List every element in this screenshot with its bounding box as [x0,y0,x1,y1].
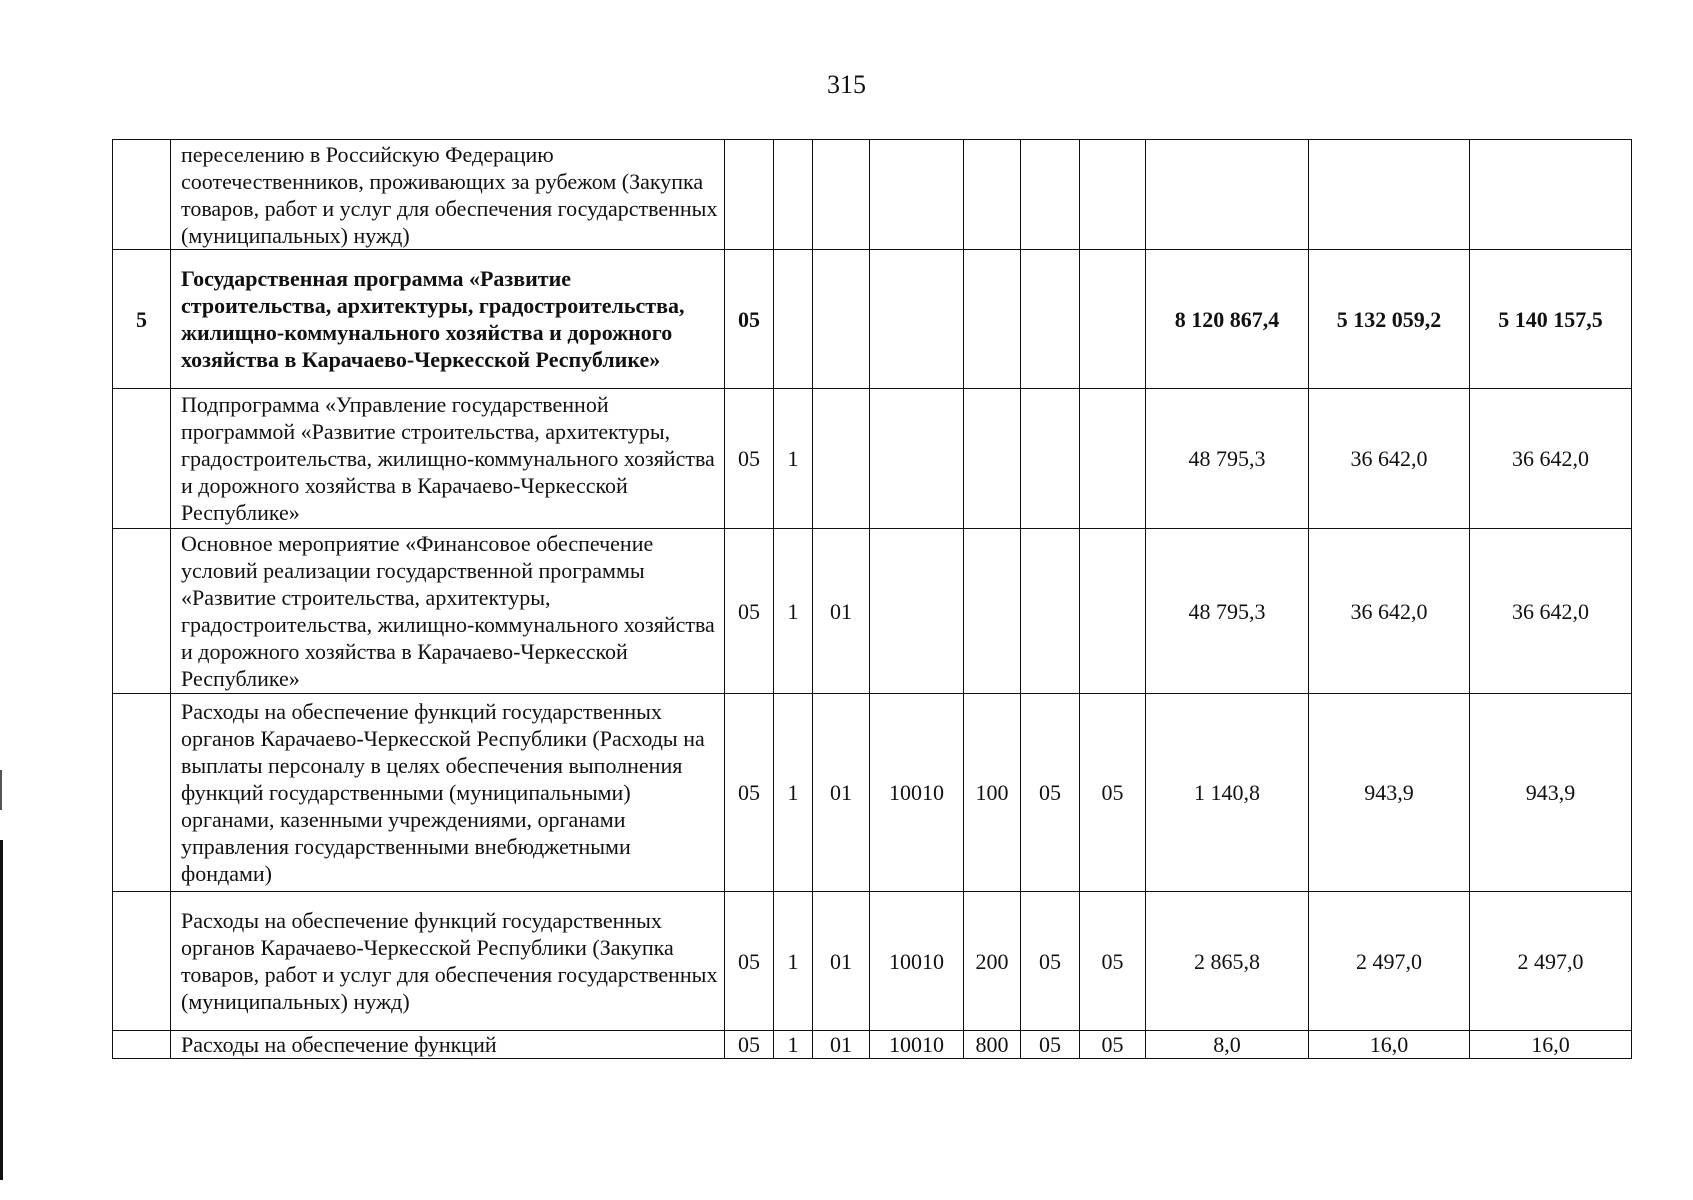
scan-edge-line [0,840,3,1180]
code-program: 05 [725,389,774,529]
code-subsection: 05 [1080,694,1146,892]
code-program: 05 [725,892,774,1031]
amount-year-3 [1470,140,1632,250]
table-row [113,140,1632,250]
table-row [113,694,1632,892]
amount-year-1: 8 120 867,4 [1146,250,1309,389]
code-section [1021,250,1080,389]
code-direction [870,250,964,389]
amount-year-3: 2 497,0 [1470,892,1632,1031]
table-row [113,529,1632,694]
code-activity [813,389,870,529]
code-subsection [1080,140,1146,250]
code-expense-type [964,250,1021,389]
amount-year-3: 16,0 [1470,1031,1632,1059]
code-program [725,140,774,250]
budget-table [112,139,1632,1059]
code-section [1021,529,1080,694]
code-program: 05 [725,529,774,694]
code-expense-type [964,140,1021,250]
code-section [1021,389,1080,529]
amount-year-1: 1 140,8 [1146,694,1309,892]
table-row [113,250,1632,389]
table-row [113,389,1632,529]
amount-year-3: 36 642,0 [1470,529,1632,694]
code-activity: 01 [813,694,870,892]
code-activity [813,250,870,389]
row-name: Основное мероприятие «Финансовое обеспечение условий реализации государственной программы «Развитие строительства, архитектуры, градостроительства, жилищно-коммунального хозяйства и дорожного хозяйства в Карачаево-Черкесской Республике» [171,529,725,694]
row-name: Подпрограмма «Управление государственной программой «Развитие строительства, архитектуры, градостроительства, жилищно-коммунального хозяйства и дорожного хозяйства в Карачаево-Черкесской Республике» [171,389,725,529]
code-subsection [1080,250,1146,389]
page-number: 315 [827,70,866,99]
code-direction: 10010 [870,1031,964,1059]
row-name: Расходы на обеспечение функций [171,1031,725,1059]
row-name: Расходы на обеспечение функций государственных органов Карачаево-Черкесской Республики (Расходы на выплаты персоналу в целях обеспечения выполнения функций государственными (муниципальными) органами, казенными учреждениями, органами управления государственными внебюджетными фондами) [171,694,725,892]
code-direction: 10010 [870,694,964,892]
row-number [113,529,171,694]
row-number [113,892,171,1031]
scan-margin-mark [0,770,2,810]
amount-year-2 [1309,140,1470,250]
code-subprogram: 1 [774,1031,813,1059]
code-subprogram: 1 [774,529,813,694]
code-subprogram: 1 [774,694,813,892]
code-subsection [1080,389,1146,529]
code-program: 05 [725,1031,774,1059]
amount-year-3: 5 140 157,5 [1470,250,1632,389]
code-program: 05 [725,250,774,389]
row-number: 5 [113,250,171,389]
code-activity: 01 [813,1031,870,1059]
table-row [113,892,1632,1031]
amount-year-3: 943,9 [1470,694,1632,892]
row-name: Государственная программа «Развитие строительства, архитектуры, градостроительства, жилищно-коммунального хозяйства и дорожного хозяйства в Карачаево-Черкесской Республике» [171,250,725,389]
code-activity [813,140,870,250]
code-subprogram: 1 [774,389,813,529]
code-direction: 10010 [870,892,964,1031]
row-number [113,1031,171,1059]
row-number [113,694,171,892]
code-section [1021,140,1080,250]
code-direction [870,529,964,694]
row-name: переселению в Российскую Федерацию соотечественников, проживающих за рубежом (Закупка товаров, работ и услуг для обеспечения государственных (муниципальных) нужд) [171,140,725,250]
code-subsection [1080,529,1146,694]
code-direction [870,140,964,250]
amount-year-2: 943,9 [1309,694,1470,892]
code-subsection: 05 [1080,892,1146,1031]
amount-year-2: 16,0 [1309,1031,1470,1059]
code-subprogram [774,250,813,389]
code-section: 05 [1021,892,1080,1031]
code-program: 05 [725,694,774,892]
table-row [113,1031,1632,1059]
code-expense-type: 800 [964,1031,1021,1059]
code-activity: 01 [813,529,870,694]
code-subprogram: 1 [774,892,813,1031]
code-section: 05 [1021,1031,1080,1059]
amount-year-2: 36 642,0 [1309,389,1470,529]
row-number [113,389,171,529]
amount-year-2: 5 132 059,2 [1309,250,1470,389]
amount-year-2: 36 642,0 [1309,529,1470,694]
amount-year-1: 8,0 [1146,1031,1309,1059]
code-direction [870,389,964,529]
code-subsection: 05 [1080,1031,1146,1059]
code-expense-type [964,389,1021,529]
amount-year-1: 2 865,8 [1146,892,1309,1031]
code-expense-type: 200 [964,892,1021,1031]
row-name: Расходы на обеспечение функций государственных органов Карачаево-Черкесской Республики (Закупка товаров, работ и услуг для обеспечения государственных (муниципальных) нужд) [171,892,725,1031]
amount-year-1: 48 795,3 [1146,389,1309,529]
code-subprogram [774,140,813,250]
code-expense-type: 100 [964,694,1021,892]
code-activity: 01 [813,892,870,1031]
row-number [113,140,171,250]
amount-year-1: 48 795,3 [1146,529,1309,694]
amount-year-2: 2 497,0 [1309,892,1470,1031]
amount-year-1 [1146,140,1309,250]
code-section: 05 [1021,694,1080,892]
amount-year-3: 36 642,0 [1470,389,1632,529]
code-expense-type [964,529,1021,694]
